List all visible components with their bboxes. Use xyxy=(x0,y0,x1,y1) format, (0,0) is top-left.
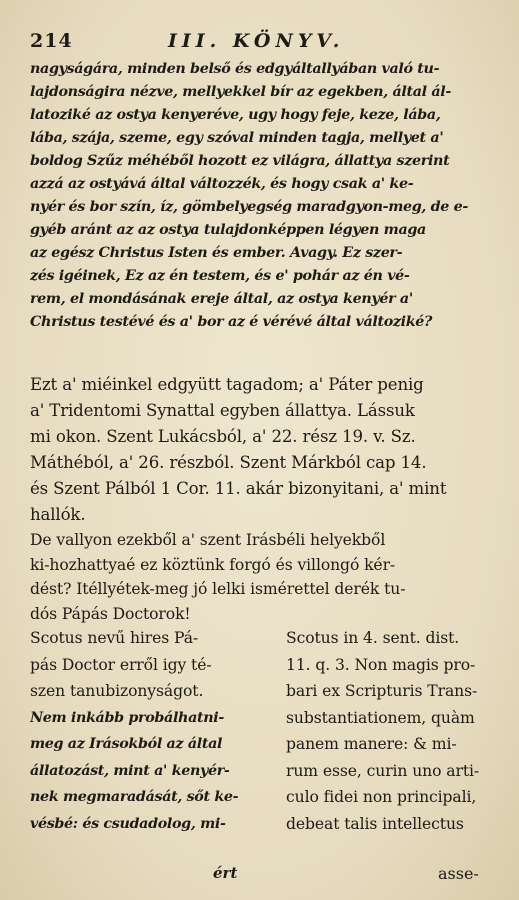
text-line: latoziké az ostya kenyeréve, ugy hogy feje, keze, lába, xyxy=(30,107,441,123)
text-line: zés igéinek, Ez az én testem, és e' pohár az én vé- xyxy=(30,268,410,284)
page-number: 214 xyxy=(30,30,73,52)
question-paragraph xyxy=(30,528,492,626)
text-line: ki-hozhattyaé ez köztünk forgó és villongó kér- xyxy=(30,555,396,574)
text-line: Scotus nevű hires Pá- xyxy=(30,629,199,647)
text-line: Scotus in 4. sent. dist. xyxy=(286,629,460,647)
text-line: Nem inkább probálhatni- xyxy=(30,709,224,726)
text-line: rem, el mondásának ereje által, az ostya kenyér a' xyxy=(30,291,413,307)
text-line: De vallyon ezekből a' szent Irásbéli helyekből xyxy=(30,531,386,549)
text-line: rum esse, curin uno arti- xyxy=(286,761,480,780)
text-line: Christus testévé és a' bor az é vérévé által változiké? xyxy=(30,314,433,330)
text-line: panem manere: & mi- xyxy=(286,735,457,753)
running-head: III. KÖNYV. xyxy=(168,30,345,52)
text-line: a' Tridentomi Synattal egyben állattya. Lássuk xyxy=(30,401,415,420)
text-line: mi okon. Szent Lukácsból, a' 22. rész 19. v. Sz. xyxy=(30,427,416,446)
text-line: Ezt a' miéinkel edgyütt tagadom; a' Páter penig xyxy=(30,375,424,394)
text-line: substantiationem, quàm xyxy=(286,708,475,727)
roman-paragraph xyxy=(30,372,492,528)
text-line: culo fidei non principali, xyxy=(286,788,477,806)
text-line: nyér és bor szín, íz, gömbelyegség maradgyon-meg, de e- xyxy=(30,199,469,215)
text-line: hallók. xyxy=(30,505,86,524)
text-line: azzá az ostyává által változzék, és hogy csak a' ke- xyxy=(30,176,414,192)
right-column-marginal-note xyxy=(286,625,498,837)
text-line: szen tanubizonyságot. xyxy=(30,682,204,700)
text-line: az egész Christus Isten és ember. Avagy. Ez szer- xyxy=(30,245,403,261)
left-column xyxy=(30,625,252,837)
text-line: nagyságára, minden belső és edgyáltallyában való tu- xyxy=(30,61,440,77)
text-line: lába, szája, szeme, egy szóval minden tagja, mellyet a' xyxy=(30,130,444,146)
text-line: dós Pápás Doctorok! xyxy=(30,604,191,623)
catchword-left: ért xyxy=(213,864,238,882)
text-line: nek megmaradását, sőt ke- xyxy=(30,789,239,805)
text-line: és Szent Pálból 1 Cor. 11. akár bizonyitani, a' mint xyxy=(30,479,447,498)
text-line: pás Doctor erről igy té- xyxy=(30,655,212,674)
text-line: Máthéból, a' 26. részból. Szent Márkból cap 14. xyxy=(30,453,427,472)
text-line: vésbé: és csudadolog, mi- xyxy=(30,815,226,832)
text-line: meg az Irásokból az által xyxy=(30,736,223,752)
text-line: gyéb aránt az az ostya tulajdonképpen légyen maga xyxy=(30,222,426,238)
text-line: lajdonságira nézve, mellyekkel bír az egekben, által ál- xyxy=(30,84,451,100)
page-header xyxy=(30,30,489,54)
text-line: boldog Szűz méhéből hozott ez világra, állattya szerint xyxy=(30,153,450,169)
text-line: 11. q. 3. Non magis pro- xyxy=(286,655,476,674)
italic-paragraph xyxy=(30,58,492,334)
text-line: dést? Itéllyétek-meg jó lelki ismérettel derék tu- xyxy=(30,580,406,598)
text-line: állatozást, mint a' kenyér- xyxy=(30,762,230,779)
text-line: bari ex Scripturis Trans- xyxy=(286,682,478,700)
text-line: debeat talis intellectus xyxy=(286,814,464,833)
catchword-right: asse- xyxy=(438,864,479,883)
